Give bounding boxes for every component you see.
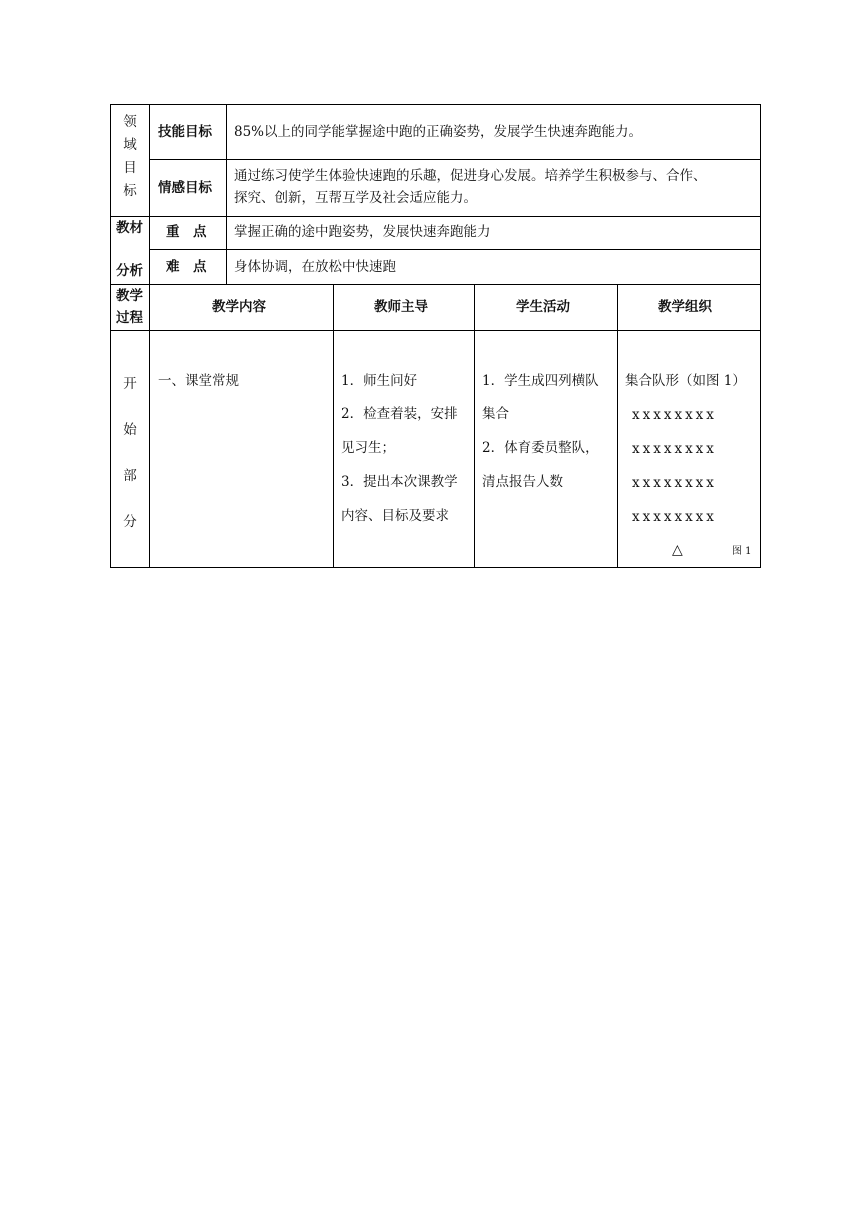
- header-teacher: 教师主导: [374, 299, 428, 315]
- start-part-char: 开: [123, 376, 137, 392]
- skill-goal-text: 85%以上的同学能掌握途中跑的正确姿势，发展学生快速奔跑能力。: [234, 124, 643, 140]
- emotion-goal-text-line1: 通过练习使学生体验快速跑的乐趣，促进身心发展。培养学生积极参与、合作、: [234, 168, 707, 184]
- domain-label: [118, 111, 142, 203]
- table-border-bottom: [110, 567, 761, 568]
- emotion-goal-text-line2: 探究、创新，互帮互学及社会适应能力。: [234, 190, 477, 206]
- teacher-line: 内容、目标及要求: [341, 508, 449, 524]
- teacher-line: 3．提出本次课教学: [341, 474, 458, 490]
- divider-row-skill: [149, 159, 761, 160]
- content-item: 一、课堂常规: [158, 373, 239, 389]
- figure-label: 图 1: [732, 546, 752, 557]
- divider-col-student: [474, 284, 475, 568]
- domain-char: 域: [123, 137, 137, 153]
- teacher-triangle-icon: △: [672, 542, 683, 558]
- table-border-top: [110, 104, 761, 105]
- table-border-right: [760, 104, 761, 568]
- divider-col-teacher: [333, 284, 334, 568]
- emotion-goal-label: 情感目标: [158, 180, 212, 196]
- domain-char: 领: [123, 114, 137, 130]
- student-line: 2．体育委员整队，: [482, 440, 599, 456]
- teacher-line: 2．检查着装，安排: [341, 406, 458, 422]
- divider-col2: [226, 104, 227, 284]
- formation-row: xxxxxxxx: [632, 509, 717, 525]
- difficulty-label: 难 点: [166, 259, 207, 275]
- key-point-text: 掌握正确的途中跑姿势，发展快速奔跑能力: [234, 224, 491, 240]
- divider-row-headers: [110, 330, 761, 331]
- material-label-bottom: 分析: [116, 263, 143, 279]
- process-label-bottom: 过程: [116, 310, 143, 326]
- header-content: 教学内容: [212, 299, 266, 315]
- domain-char: 目: [123, 160, 137, 176]
- student-line: 1．学生成四列横队: [482, 373, 599, 389]
- start-part-label: [118, 373, 142, 534]
- header-student: 学生活动: [516, 299, 570, 315]
- divider-row-difficulty: [110, 284, 761, 285]
- formation-title: 集合队形（如图 1）: [625, 373, 746, 389]
- key-point-label: 重 点: [166, 224, 207, 240]
- domain-char: 标: [123, 183, 137, 199]
- skill-goal-label: 技能目标: [158, 124, 212, 140]
- process-label-top: 教学: [116, 288, 143, 304]
- divider-col1: [149, 104, 150, 568]
- student-line: 清点报告人数: [482, 474, 563, 490]
- divider-col-org: [617, 284, 618, 568]
- table-border-left: [110, 104, 111, 568]
- divider-row-keypoint: [149, 249, 761, 250]
- difficulty-text: 身体协调，在放松中快速跑: [234, 259, 396, 275]
- formation-row: xxxxxxxx: [632, 475, 717, 491]
- material-label-top: 教材: [116, 220, 143, 236]
- teacher-line: 1．师生问好: [341, 373, 418, 389]
- student-line: 集合: [482, 406, 509, 422]
- divider-row-emotion: [110, 216, 761, 217]
- formation-row: xxxxxxxx: [632, 407, 717, 423]
- header-organization: 教学组织: [658, 299, 712, 315]
- start-part-char: 部: [123, 468, 137, 484]
- teacher-line: 见习生；: [341, 440, 395, 456]
- start-part-char: 始: [123, 422, 137, 438]
- start-part-char: 分: [123, 514, 137, 530]
- formation-row: xxxxxxxx: [632, 441, 717, 457]
